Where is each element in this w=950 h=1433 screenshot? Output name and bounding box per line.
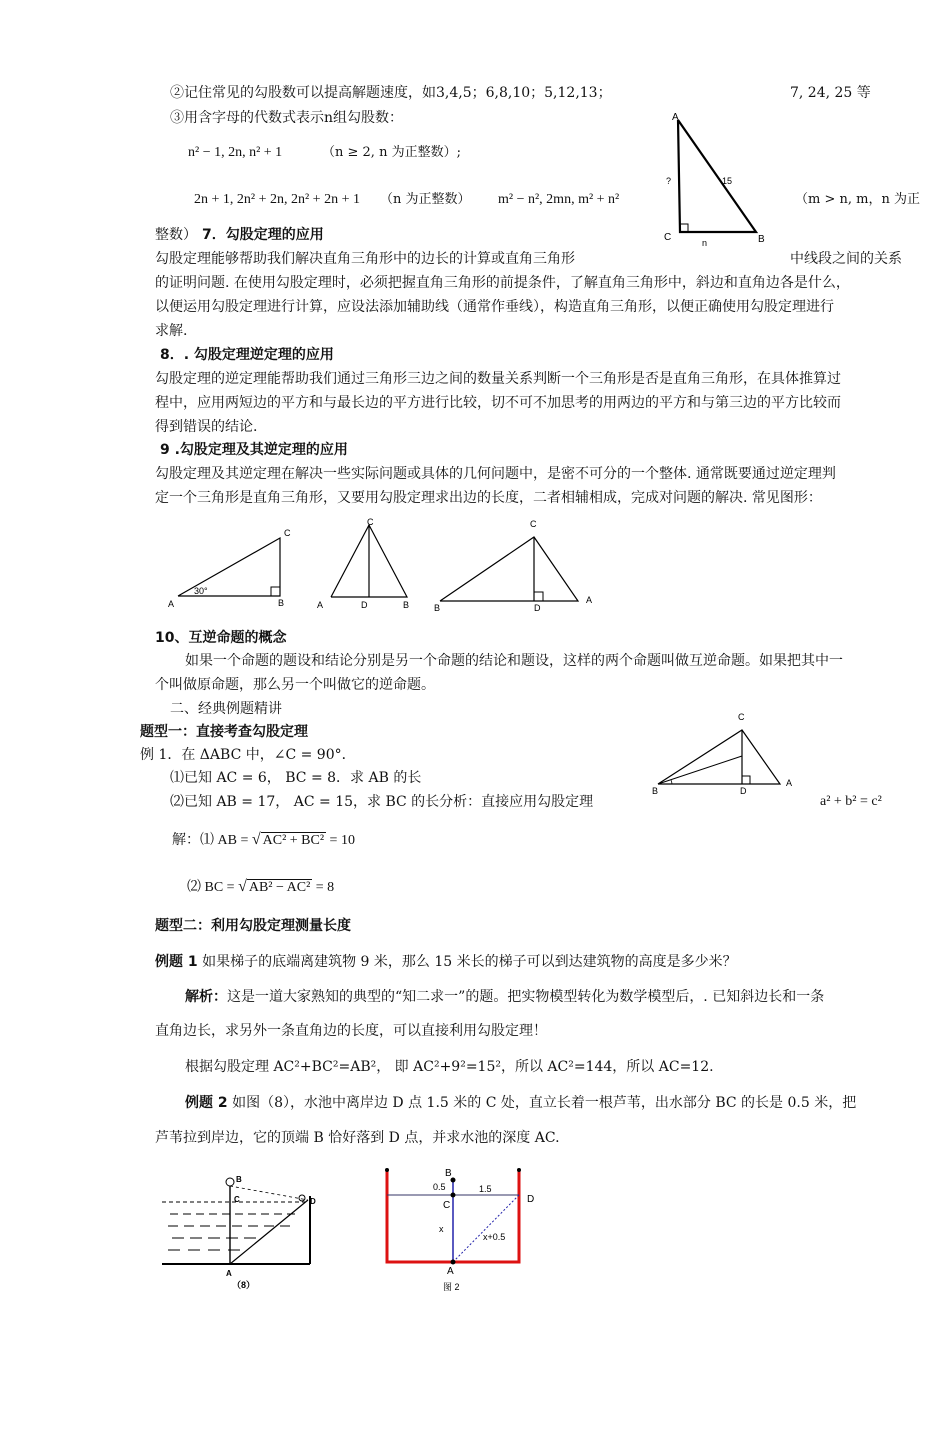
tri3-b: B [434, 603, 441, 613]
figure-30-degree-triangle [160, 520, 300, 620]
example-1-q1: ⑴已知 AC = 6， BC = 8．求 AB 的长 [170, 770, 422, 786]
tri3-a: A [586, 595, 593, 605]
top-tri-side-ab: 15 [722, 176, 733, 186]
solution-2-radicand: AB² − AC² [248, 880, 311, 895]
top-tri-c: C [664, 232, 672, 243]
s7-p1a: 勾股定理能够帮助我们解决直角三角形中的边长的计算或直角三角形 [155, 251, 575, 267]
figure-obtuse-altitude [430, 515, 600, 620]
pond-figure-2 [375, 1162, 545, 1297]
pond2-c: C [443, 1200, 451, 1211]
top-tri-a: A [672, 112, 679, 123]
tri4-a: A [786, 778, 793, 788]
part-2-title: 二、经典例题精讲 [170, 701, 282, 717]
example-1-q2: ⑵已知 AB = 17， AC = 15，求 BC 的长分析：直接应用勾股定理 [170, 794, 594, 810]
pond2-l4: x+0.5 [483, 1232, 506, 1242]
pond-figure-8 [160, 1168, 330, 1298]
type-1-title: 题型一：直接考查勾股定理 [140, 724, 308, 740]
tri1-a: A [168, 599, 175, 609]
tri3-c: C [530, 519, 537, 529]
s7-p2: 的证明问题. 在使用勾股定理时，必须把握直角三角形的前提条件，了解直角三角形中，斜边和直角边各是什么， [155, 275, 850, 291]
pond8-b: B [236, 1175, 242, 1184]
top-right-triangle [660, 108, 770, 248]
pond8-d: D [310, 1197, 316, 1206]
pond2-b: B [445, 1168, 452, 1179]
top-tri-b: B [758, 234, 765, 245]
example-a-label: 例题 1 [155, 954, 198, 970]
tri1-b: B [278, 598, 285, 608]
formula-1: n² − 1, 2n, n² + 1 [188, 145, 283, 160]
analysis-label: 解析： [185, 989, 227, 1005]
example-b [185, 1094, 856, 1112]
tri1-c: C [284, 528, 291, 538]
analysis-text-1: 这是一道大家熟知的典型的“知二求一”的题。把实物模型转化为数学模型后，. 已知斜边长和一条 [227, 989, 825, 1005]
solution-2-result: = 8 [315, 880, 335, 895]
tri2-b: B [403, 600, 410, 610]
pond2-d: D [527, 1194, 535, 1205]
solution-2-prefix: ⑵ BC = [187, 880, 235, 895]
solution-1-radicand: AC² + BC² [262, 833, 325, 848]
example-1-head: 例 1．在 ΔABC 中，∠C = 90°． [140, 747, 356, 763]
s9-p1: 勾股定理及其逆定理在解决一些实际问题或具体的几何问题中，是密不可分的一个整体. 通常既要通过逆定理判 [155, 466, 836, 482]
section-7-title: 7．勾股定理的应用 [202, 227, 324, 243]
figure-isosceles-altitude [315, 515, 425, 620]
pond8-caption: （8） [232, 1280, 256, 1290]
solution-1-prefix: 解：⑴ AB = [172, 833, 249, 848]
type-2-title: 题型二：利用勾股定理测量长度 [155, 918, 351, 934]
tip-2-cont: 7, 24, 25 等 [790, 85, 871, 101]
section-9-title: 9 .勾股定理及其逆定理的应用 [160, 442, 348, 458]
tri4-b: B [652, 786, 659, 796]
formula-3-cond: （m > n, m，n 为正 [795, 192, 920, 207]
tri3-d: D [534, 603, 541, 613]
s8-p3: 得到错误的结论. [155, 419, 258, 435]
top-tri-side-ac: ? [666, 176, 672, 186]
example-a [155, 953, 737, 971]
tri1-angle: 30° [194, 586, 208, 596]
tri4-c: C [738, 712, 745, 722]
pond8-c: C [234, 1195, 240, 1204]
s7-p1b: 中线段之间的关系 [790, 251, 902, 267]
analysis-text-2: 直角边长，求另外一条直角边的长度，可以直接利用勾股定理！ [155, 1023, 547, 1039]
pond8-a: A [226, 1269, 232, 1278]
tri2-a: A [317, 600, 324, 610]
solution-1-result: = 10 [329, 833, 355, 848]
top-tri-side-cb: n [702, 238, 708, 248]
pond2-l1: 0.5 [433, 1182, 446, 1192]
formula-2: 2n + 1, 2n² + 2n, 2n² + 2n + 1 [194, 192, 360, 207]
solution-1: 解：⑴ AB = √ AC² + BC² = 10 [172, 831, 355, 848]
formula-3-cont: 整数） [155, 227, 197, 243]
pythagorean-formula: a² + b² = c² [820, 794, 882, 809]
example-a-text: 如果梯子的底端离建筑物 9 米，那么 15 米长的梯子可以到达建筑物的高度是多少米？ [202, 954, 737, 970]
s10-p2: 个叫做原命题，那么另一个叫做它的逆命题。 [155, 677, 435, 693]
analysis-text-3: 根据勾股定理 AC²+BC²=AB²， 即 AC²+9²=15²，所以 AC²=144，所以 AC=12. [185, 1059, 714, 1075]
analysis [185, 988, 824, 1006]
s7-p3: 以便运用勾股定理进行计算，应设法添加辅助线（通常作垂线），构造直角三角形，以便正确使用勾股定理进行 [155, 299, 834, 315]
example-b-text-2: 芦苇拉到岸边，它的顶端 B 恰好落到 D 点，并求水池的深度 AC. [155, 1130, 560, 1146]
s7-p4: 求解. [155, 323, 188, 339]
tri2-d: D [361, 600, 368, 610]
section-10-title: 10、互逆命题的概念 [155, 630, 287, 646]
tip-3: ③用含字母的代数式表示n组勾股数： [170, 110, 404, 126]
pond2-a: A [447, 1266, 454, 1277]
tip-2: ②记住常见的勾股数可以提高解题速度，如3,4,5；6,8,10；5,12,13； [170, 85, 612, 101]
section-8-title: 8．. 勾股定理逆定理的应用 [160, 347, 334, 363]
pond2-caption: 图 2 [443, 1282, 460, 1292]
solution-2: ⑵ BC = √ AB² − AC² = 8 [187, 878, 335, 895]
pond2-l3: x [439, 1224, 444, 1234]
pond2-l2: 1.5 [479, 1184, 492, 1194]
formula-1-cond: （n ≥ 2, n 为正整数）; [322, 145, 461, 160]
example-b-label: 例题 2 [185, 1095, 228, 1111]
s8-p2: 程中，应用两短边的平方和与最长边的平方进行比较，切不可不加思考的用两边的平方和与第三边的平方比较而 [155, 395, 841, 411]
formula-3: m² − n², 2mn, m² + n² [498, 192, 620, 207]
example-b-text-1: 如图（8），水池中离岸边 D 点 1.5 米的 C 处，直立长着一根芦苇，出水部分 BC 的长是 0.5 米，把 [232, 1095, 857, 1111]
formula-2-cond: （n 为正整数） [380, 192, 471, 207]
tri2-c: C [367, 517, 374, 527]
tri4-d: D [740, 786, 747, 796]
example-1-figure [650, 710, 800, 800]
s10-p1: 如果一个命题的题设和结论分别是另一个命题的结论和题设，这样的两个命题叫做互逆命题。如果把其中一 [185, 653, 843, 669]
s8-p1: 勾股定理的逆定理能帮助我们通过三角形三边之间的数量关系判断一个三角形是否是直角三角形，在具体推算过 [155, 371, 841, 387]
s9-p2: 定一个三角形是直角三角形，又要用勾股定理求出边的长度，二者相辅相成，完成对问题的解决. 常见图形： [155, 490, 822, 506]
